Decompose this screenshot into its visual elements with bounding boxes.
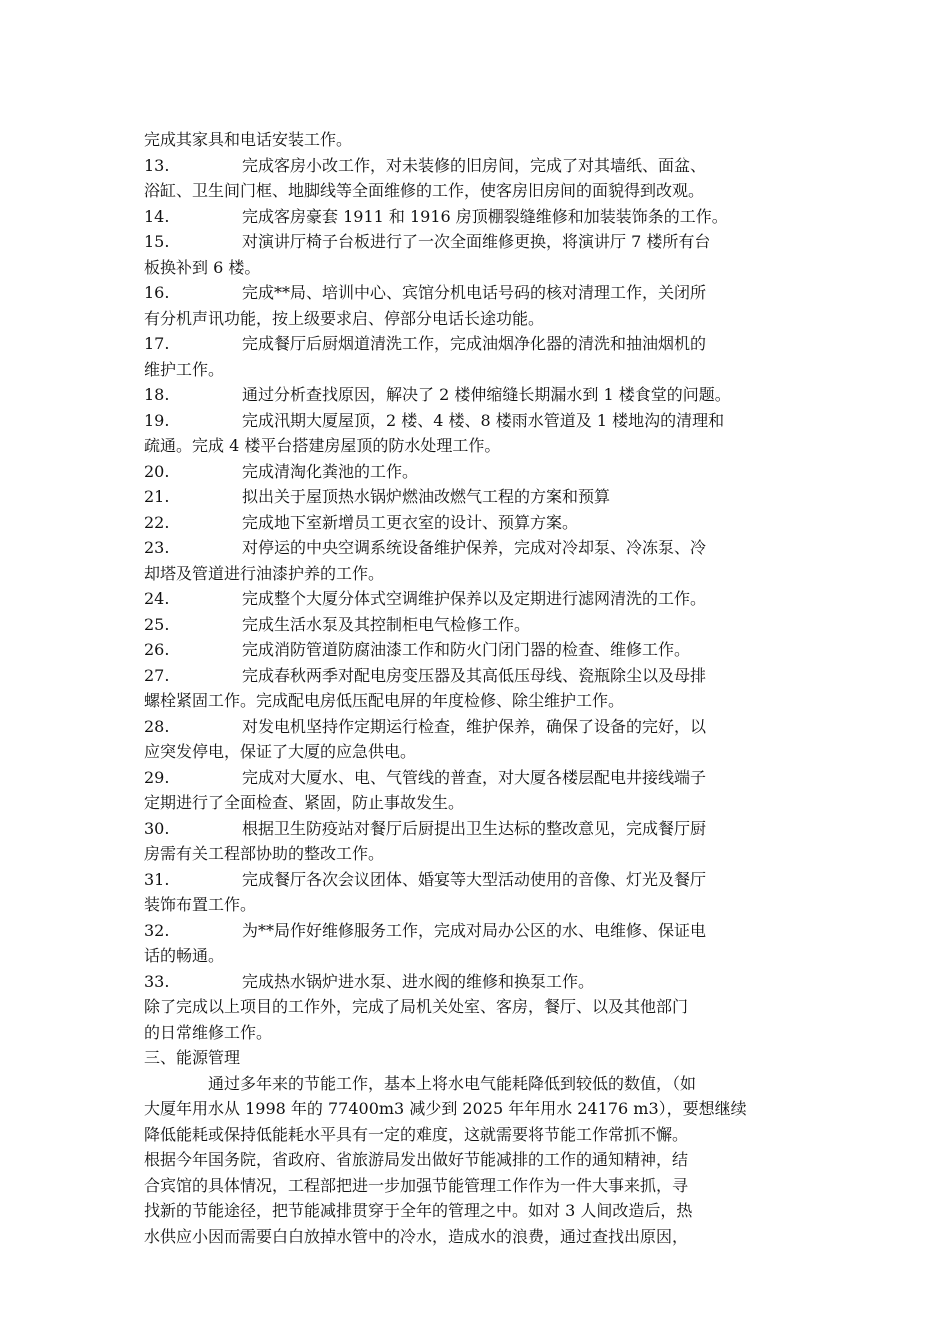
list-item-text: 应突发停电，保证了大厦的应急供电。 [144,742,417,761]
list-item-number: 33. [144,971,170,991]
list-item-line [144,229,804,255]
list-item-text: 维护工作。 [144,359,225,379]
list-item-line [144,867,804,893]
section-line: 根据今年国务院，省政府、省旅游局发出做好节能减排的工作的通知精神，结 [144,1150,689,1169]
list-item [144,612,804,638]
list-item-number: 18. [144,385,170,404]
list-item-number: 23. [144,538,170,557]
list-item-text: 通过分析查找原因，解决了 2 楼伸缩缝长期漏水到 1 楼食堂的问题。 [242,385,731,404]
list-item-number: 19. [144,410,170,430]
section-line: 合宾馆的具体情况，工程部把进一步加强节能管理工作作为一件大事来抓，寻 [144,1175,689,1195]
list-item-text: 完成热水锅炉进水泵、进水阀的维修和换泵工作。 [242,971,595,991]
list-item-line [144,459,804,485]
list-item [144,969,804,995]
summary-line: 除了完成以上项目的工作外，完成了局机关处室、客房，餐厅、以及其他部门 [144,997,689,1016]
list-item-number: 31. [144,869,170,889]
list-item-line [144,153,804,179]
list-item-line [144,765,804,791]
list-item-text: 板换补到 6 楼。 [144,257,261,277]
list-item-line [144,484,804,510]
list-item-line [144,255,804,281]
list-item-line [144,535,804,561]
lead-line: 完成其家具和电话安装工作。 [144,130,353,149]
document-page [144,127,804,1249]
list-item-text: 螺栓紧固工作。完成配电房低压配电屏的年度检修、除尘维护工作。 [144,691,625,710]
list-item-text: 对发电机坚持作定期运行检查，维护保养，确保了设备的完好，以 [242,716,707,736]
list-item-line [144,382,804,408]
list-item-text: 对演讲厅椅子台板进行了一次全面维修更换，将演讲厅 7 楼所有台 [242,232,711,251]
list-item-line [144,306,804,332]
list-item [144,765,804,816]
list-item-text: 对停运的中央空调系统设备维护保养，完成对冷却泵、冷冻泵、冷 [242,538,707,557]
list-item-line [144,892,804,918]
list-item-number: 14. [144,206,170,226]
item-list [144,153,804,995]
list-item-number: 13. [144,155,170,175]
list-item [144,153,804,204]
list-item-line [144,663,804,689]
list-item-line [144,204,804,230]
list-item-line [144,841,804,867]
list-item-text: 完成整个大厦分体式空调维护保养以及定期进行滤网清洗的工作。 [242,589,707,608]
list-item-number: 15. [144,232,170,251]
list-item-number: 24. [144,589,170,608]
list-item-number: 20. [144,461,170,481]
section-heading: 三、能源管理 [144,1048,241,1067]
list-item-line [144,918,804,944]
list-item-text: 完成地下室新增员工更衣室的设计、预算方案。 [242,512,579,532]
list-item-number: 28. [144,716,170,736]
list-item-text: 完成餐厅后厨烟道清洗工作，完成油烟净化器的清洗和抽油烟机的 [242,334,707,353]
list-item-line [144,637,804,663]
section-line: 找新的节能途径，把节能减排贯穿于全年的管理之中。如对 3 人间改造后，热 [144,1201,693,1220]
list-item-text: 话的畅通。 [144,946,225,965]
list-item-number: 26. [144,640,170,659]
list-item-number: 29. [144,767,170,787]
list-item-line [144,739,804,765]
list-item-line [144,280,804,306]
list-item-text: 装饰布置工作。 [144,895,257,914]
list-item-text: 却塔及管道进行油漆护养的工作。 [144,563,385,583]
list-item-line [144,688,804,714]
list-item [144,331,804,382]
section-line: 通过多年来的节能工作，基本上将水电气能耗降低到较低的数值，（如 [208,1073,697,1093]
list-item-line [144,816,804,842]
list-item-line [144,408,804,434]
list-item [144,408,804,459]
list-item-number: 21. [144,487,170,506]
list-item-line [144,178,804,204]
list-item [144,280,804,331]
section-line: 水供应小因而需要白白放掉水管中的冷水，造成水的浪费，通过查找出原因， [144,1226,689,1246]
list-item [144,535,804,586]
section-line: 大厦年用水从 1998 年的 77400m3 减少到 2025 年年用水 24176 m3），要想继续 [144,1099,747,1118]
list-item-text: 完成生活水泵及其控制柜电气检修工作。 [242,614,531,634]
list-item-text: 完成汛期大厦屋顶，2 楼、4 楼、8 楼雨水管道及 1 楼地沟的清理和 [242,410,725,430]
summary-line: 的日常维修工作。 [144,1022,273,1042]
list-item-line [144,357,804,383]
list-item-text: 完成清淘化粪池的工作。 [242,461,419,481]
list-item-line [144,331,804,357]
list-item [144,867,804,918]
section-line: 降低能耗或保持低能耗水平具有一定的难度，这就需要将节能工作常抓不懈。 [144,1124,689,1144]
list-item-text: 完成餐厅各次会议团体、婚宴等大型活动使用的音像、灯光及餐厅 [242,869,707,889]
list-item-text: 房需有关工程部协助的整改工作。 [144,844,385,863]
list-item-line [144,969,804,995]
list-item [144,816,804,867]
list-item [144,586,804,612]
list-item [144,714,804,765]
list-item-text: 浴缸、卫生间门框、地脚线等全面维修的工作，使客房旧房间的面貌得到改观。 [144,181,705,200]
list-item-line [144,561,804,587]
list-item-text: 定期进行了全面检查、紧固，防止事故发生。 [144,793,465,812]
list-item-number: 32. [144,920,170,940]
list-item-number: 16. [144,283,170,302]
list-item [144,204,804,230]
list-item [144,637,804,663]
list-item [144,484,804,510]
list-item [144,918,804,969]
list-item-line [144,586,804,612]
list-item-line [144,790,804,816]
list-item-text: 为**局作好维修服务工作，完成对局办公区的水、电维修、保证电 [242,920,707,940]
section-paragraph [144,1071,804,1250]
list-item [144,510,804,536]
list-item [144,382,804,408]
list-item-line [144,943,804,969]
list-item-number: 25. [144,614,170,634]
list-item-line [144,612,804,638]
list-item-text: 完成客房豪套 1911 和 1916 房顶棚裂缝维修和加装装饰条的工作。 [242,206,728,226]
list-item-number: 30. [144,818,170,838]
list-item-line [144,433,804,459]
list-item-number: 27. [144,665,170,685]
list-item-number: 17. [144,334,170,353]
list-item-text: 完成客房小改工作，对未装修的旧房间，完成了对其墙纸、面盆、 [242,155,707,175]
list-item [144,229,804,280]
list-item-number: 22. [144,512,170,532]
list-item-text: 完成对大厦水、电、气管线的普查，对大厦各楼层配电井接线端子 [242,767,707,787]
list-item-text: 有分机声讯功能，按上级要求启、停部分电话长途功能。 [144,308,545,328]
list-item [144,459,804,485]
list-item-text: 完成**局、培训中心、宾馆分机电话号码的核对清理工作，关闭所 [242,283,707,302]
list-item [144,663,804,714]
list-item-text: 完成消防管道防腐油漆工作和防火门闭门器的检查、维修工作。 [242,640,691,659]
list-item-text: 完成春秋两季对配电房变压器及其高低压母线、瓷瓶除尘以及母排 [242,665,707,685]
list-item-text: 疏通。完成 4 楼平台搭建房屋顶的防水处理工作。 [144,436,501,455]
list-item-line [144,510,804,536]
summary-paragraph [144,994,804,1045]
list-item-text: 拟出关于屋顶热水锅炉燃油改燃气工程的方案和预算 [242,487,611,506]
list-item-text: 根据卫生防疫站对餐厅后厨提出卫生达标的整改意见，完成餐厅厨 [242,818,707,838]
list-item-line [144,714,804,740]
